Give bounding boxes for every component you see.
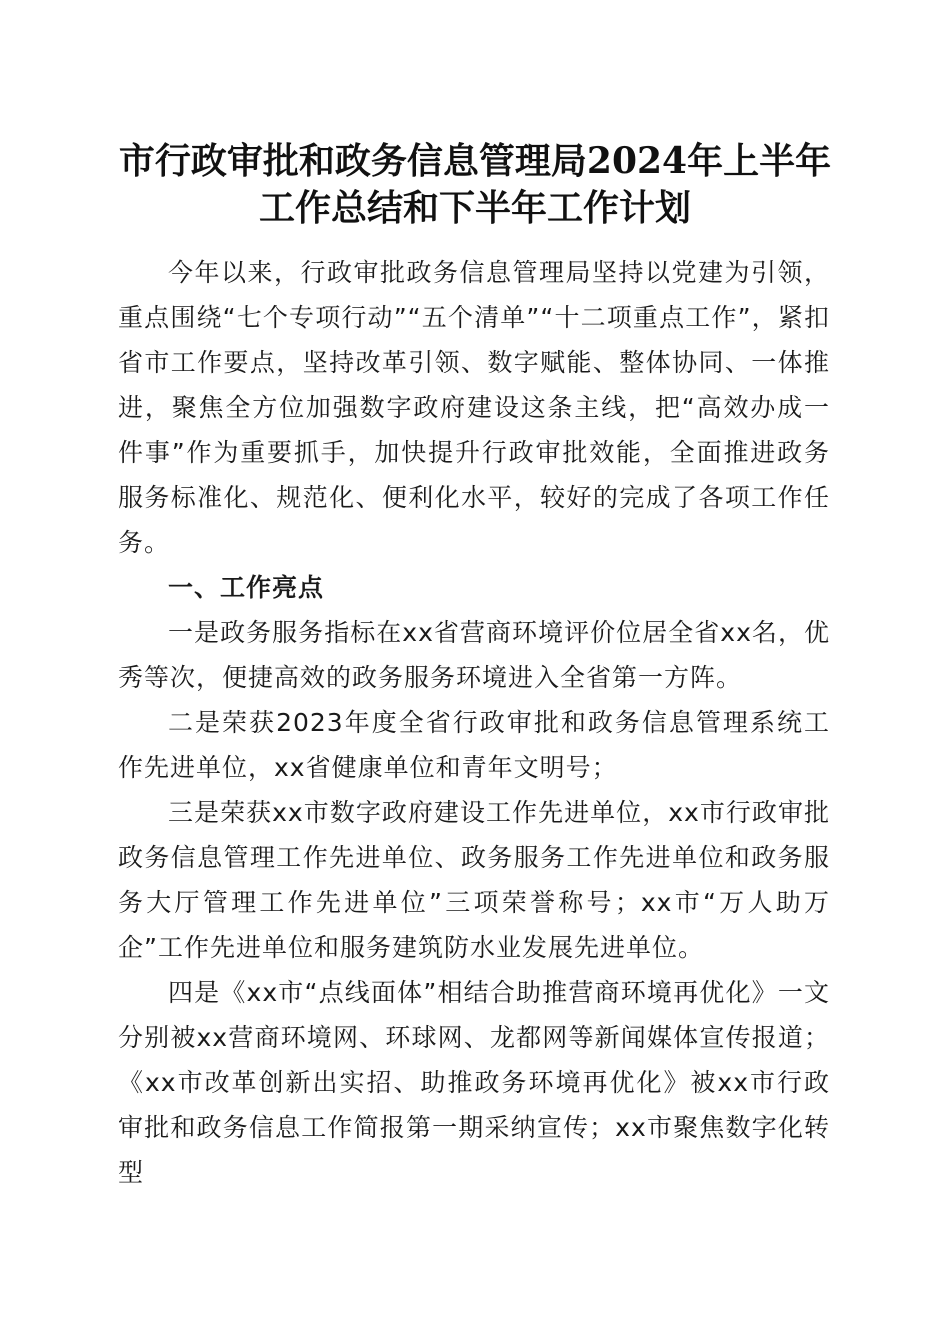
section-heading-highlights: 一、工作亮点 — [168, 573, 325, 602]
highlight-item-2: 二是荣获2023年度全省行政审批和政务信息管理系统工作先进单位，xx省健康单位和青年文明号； — [118, 708, 830, 782]
document-body — [118, 250, 830, 1195]
intro-paragraph: 今年以来，行政审批政务信息管理局坚持以党建为引领，重点围绕“七个专项行动”“五个清单”“十二项重点工作”，紧扣省市工作要点，坚持改革引领、数字赋能、整体协同、一体推进，聚焦全方位加强数字政府建设这条主线，把“高效办成一件事”作为重要抓手，加快提升行政审批效能，全面推进政务服务标准化、规范化、便利化水平，较好的完成了各项工作任务。 — [118, 258, 830, 557]
document-title-line-1: 市行政审批和政务信息管理局2024年上半年 — [118, 140, 832, 182]
document-title-line-2: 工作总结和下半年工作计划 — [258, 187, 691, 229]
highlight-item-3: 三是荣获xx市数字政府建设工作先进单位，xx市行政审批政务信息管理工作先进单位、政务服务工作先进单位和政务服务大厅管理工作先进单位”三项荣誉称号；xx市“万人助万企”工作先进单位和服务建筑防水业发展先进单位。 — [118, 798, 830, 962]
highlight-item-1: 一是政务服务指标在xx省营商环境评价位居全省xx名，优秀等次，便捷高效的政务服务环境进入全省第一方阵。 — [118, 618, 830, 692]
highlight-item-4: 四是《xx市“点线面体”相结合助推营商环境再优化》一文分别被xx营商环境网、环球网、龙都网等新闻媒体宣传报道；《xx市改革创新出实招、助推政务环境再优化》被xx市行政审批和政务信息工作简报第一期采纳宣传；xx市聚焦数字化转型 — [118, 978, 830, 1187]
